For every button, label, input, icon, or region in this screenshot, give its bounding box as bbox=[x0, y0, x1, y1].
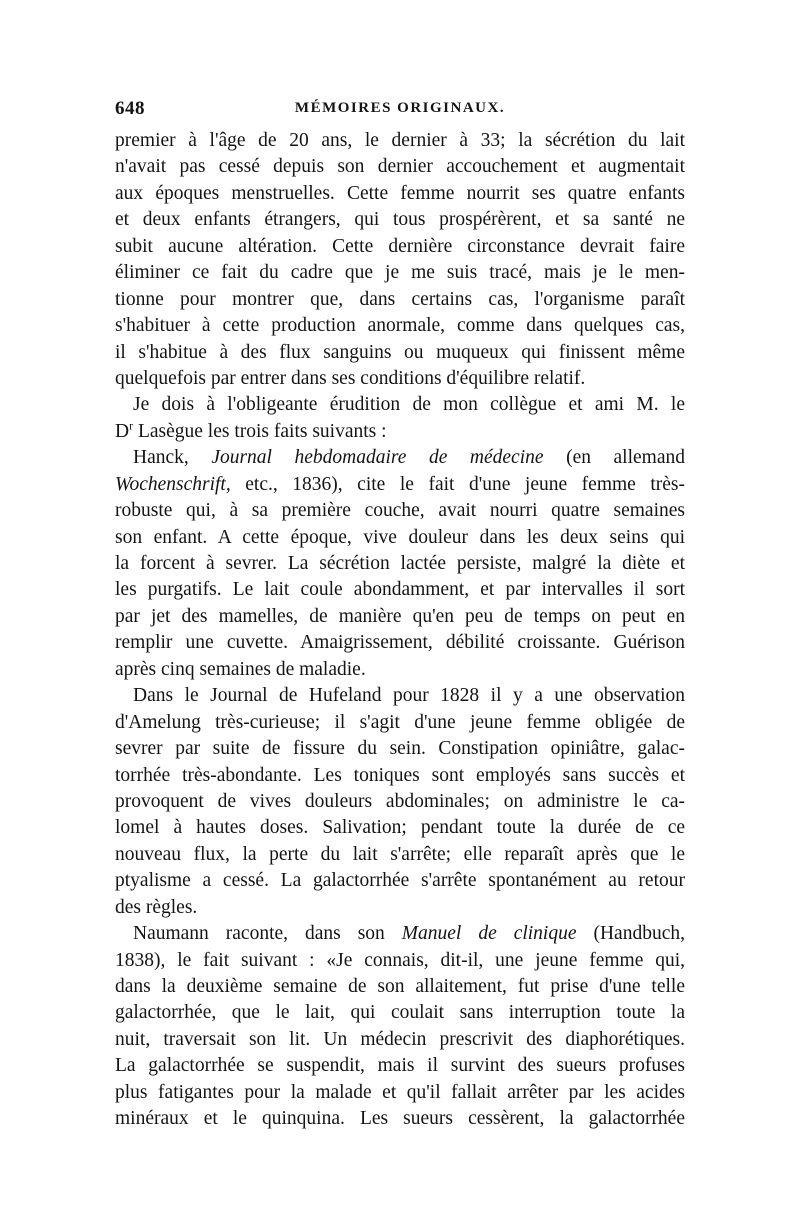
text-line: Dans le Journal de Hufeland pour 1828 il y a une observation bbox=[133, 685, 685, 707]
text-line: Je dois à l'obligeante érudition de mon collègue et ami M. le bbox=[133, 394, 685, 416]
text-line: ptyalisme a cessé. La galactorrhée s'arrête spontanément au retour bbox=[115, 870, 685, 892]
superscript: r bbox=[129, 418, 134, 433]
text-line: tionne pour montrer que, dans certains cas, l'organisme paraît bbox=[115, 288, 685, 310]
text-line: nouveau flux, la perte du lait s'arrête; elle reparaît après que le bbox=[115, 843, 685, 865]
text-line: d'Amelung très-curieuse; il s'agit d'une jeune femme obligée de bbox=[115, 711, 685, 733]
italic-title: Journal hebdomadaire de médecine bbox=[211, 447, 544, 469]
text-line: La galactorrhée se suspendit, mais il survint des sueurs profuses bbox=[115, 1055, 685, 1077]
text-line: provoquent de vives douleurs abdominales; on administre le ca- bbox=[115, 790, 685, 812]
text-line: après cinq semaines de maladie. bbox=[115, 658, 366, 680]
text-line: plus fatigantes pour la malade et qu'il fallait arrêter par les acides bbox=[115, 1081, 685, 1103]
text-line: éliminer ce fait du cadre que je me suis tracé, mais je le men- bbox=[115, 262, 685, 284]
text-line: sevrer par suite de fissure du sein. Constipation opiniâtre, galac- bbox=[115, 738, 685, 760]
text-line: par jet des mamelles, de manière qu'en peu de temps on peut en bbox=[115, 605, 685, 627]
text-line: subit aucune altération. Cette dernière circonstance devrait faire bbox=[115, 235, 685, 257]
page-number: 648 bbox=[115, 98, 145, 119]
text-fragment: Hanck, bbox=[133, 447, 212, 469]
text-line: les purgatifs. Le lait coule abondamment, et par intervalles il sort bbox=[115, 579, 685, 601]
text-line: aux époques menstruelles. Cette femme nourrit ses quatre enfants bbox=[115, 182, 685, 204]
text-line: minéraux et le quinquina. Les sueurs cessèrent, la galactorrhée bbox=[115, 1108, 685, 1130]
body-text bbox=[115, 128, 685, 1133]
text-line: 1838), le fait suivant : «Je connais, dit-il, une jeune femme qui, bbox=[115, 949, 685, 971]
text-line: et deux enfants étrangers, qui tous prospérèrent, et sa santé ne bbox=[115, 209, 685, 231]
text-fragment: (Handbuch, bbox=[576, 923, 685, 945]
text-line: n'avait pas cessé depuis son dernier accouchement et augmentait bbox=[115, 156, 685, 178]
text-line: son enfant. A cette époque, vive douleur dans les deux seins qui bbox=[115, 526, 685, 548]
text-line: quelquefois par entrer dans ses conditions d'équilibre relatif. bbox=[115, 367, 586, 389]
text-line bbox=[115, 419, 685, 445]
page-header bbox=[115, 98, 685, 122]
italic-title: Manuel de clinique bbox=[401, 923, 577, 945]
text-line: remplir une cuvette. Amaigrissement, débilité croissante. Guérison bbox=[115, 632, 685, 654]
italic-title: Wochenschrift, bbox=[115, 473, 231, 495]
text-line: dans la deuxième semaine de son allaitement, fut prise d'une telle bbox=[115, 976, 685, 997]
text-fragment: D bbox=[115, 420, 130, 442]
text-line: il s'habitue à des flux sanguins ou muqueux qui finissent même bbox=[115, 341, 685, 363]
text-line: torrhée très-abondante. Les toniques sont employés sans succès et bbox=[115, 764, 685, 786]
text-fragment: etc., 1836), cite le fait d'une jeune femme très- bbox=[230, 473, 685, 495]
text-fragment: Lasègue les trois faits suivants : bbox=[133, 420, 387, 442]
text-line: s'habituer à cette production anormale, comme dans quelques cas, bbox=[115, 315, 685, 337]
text-fragment: Naumann raconte, dans son bbox=[133, 923, 402, 945]
text-fragment: (en allemand bbox=[543, 447, 685, 469]
text-line: premier à l'âge de 20 ans, le dernier à 33; la sécrétion du lait bbox=[115, 130, 685, 151]
text-line: des règles. bbox=[115, 896, 198, 918]
text-line: la forcent à sevrer. La sécrétion lactée persiste, malgré la diète et bbox=[115, 553, 685, 574]
text-line: robuste qui, à sa première couche, avait nourri quatre semaines bbox=[115, 500, 685, 522]
text-line: galactorrhée, que le lait, qui coulait sans interruption toute la bbox=[115, 1002, 685, 1024]
text-line: lomel à hautes doses. Salivation; pendant toute la durée de ce bbox=[115, 817, 685, 839]
text-line bbox=[115, 445, 685, 471]
text-line: nuit, traversait son lit. Un médecin prescrivit des diaphorétiques. bbox=[115, 1028, 685, 1050]
running-title: MÉMOIRES ORIGINAUX. bbox=[294, 100, 506, 116]
text-line bbox=[115, 921, 685, 947]
text-line bbox=[115, 472, 685, 498]
